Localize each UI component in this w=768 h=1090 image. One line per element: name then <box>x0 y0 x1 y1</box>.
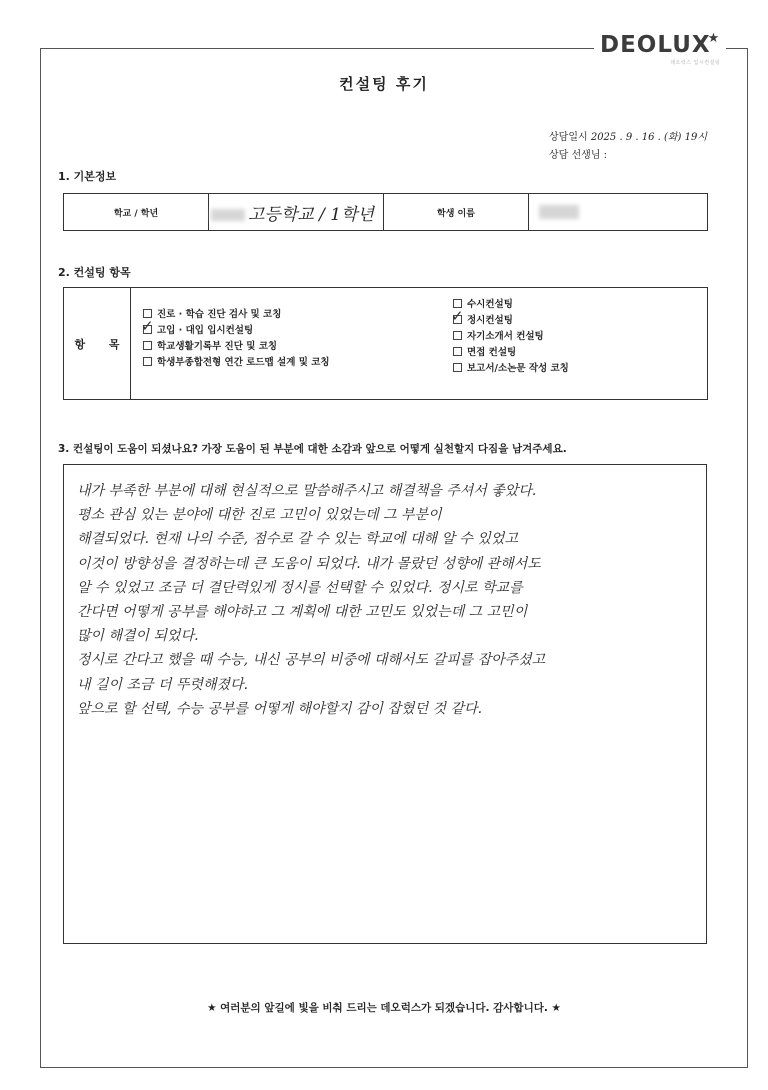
logo-wordmark: DEOLUX <box>600 32 711 58</box>
student-name-label: 학생 이름 <box>384 194 529 231</box>
student-name-cell <box>529 194 708 231</box>
basic-info-table <box>63 193 708 231</box>
checkmark-icon: ✓ <box>141 317 154 335</box>
checkbox-option[interactable] <box>141 317 330 339</box>
options-area <box>131 288 707 399</box>
checkbox-option[interactable] <box>453 345 569 361</box>
option-label: 면접 컨설팅 <box>467 347 517 358</box>
option-label: 고입 · 대입 입시컨설팅 <box>157 325 254 336</box>
right-options <box>453 297 569 377</box>
school-grade-cell <box>209 194 384 231</box>
answer-line: 많이 해결이 되었다. <box>77 628 199 645</box>
section2-heading: 2. 컨설팅 항목 <box>58 266 131 279</box>
teacher-label: 상담 선생님 : <box>549 150 608 161</box>
option-label: 자기소개서 컨설팅 <box>467 331 544 342</box>
option-label: 진로 · 학습 진단 검사 및 코칭 <box>157 309 282 320</box>
feedback-answer-box <box>63 464 707 944</box>
answer-line: 평소 관심 있는 분야에 대한 진로 고민이 있었는데 그 부분이 <box>77 507 442 524</box>
answer-line: 앞으로 할 선택, 수능 공부를 어떻게 해야할지 감이 잡혔던 것 같다. <box>77 700 483 717</box>
checkbox-icon[interactable] <box>143 357 152 366</box>
answer-line: 해결되었다. 현재 나의 수준, 점수로 갈 수 있는 학교에 대해 알 수 있었고 <box>77 531 518 548</box>
left-options <box>143 307 330 371</box>
section1-heading: 1. 기본정보 <box>58 170 117 183</box>
school-grade-value: 고등학교 / 1학년 <box>248 204 374 225</box>
footer-message: ★ 여러분의 앞길에 빛을 비춰 드리는 데오럭스가 되겠습니다. 감사합니다. ★ <box>207 1002 561 1014</box>
answer-line: 알 수 있었고 조금 더 결단력있게 정시를 선택할 수 있었다. 정시로 학교를 <box>77 579 523 596</box>
option-label: 학교생활기록부 진단 및 코칭 <box>157 341 278 352</box>
consult-date-label: 상담일시 <box>549 132 588 143</box>
checkbox-option[interactable] <box>143 355 330 371</box>
checkbox-icon[interactable] <box>453 347 462 356</box>
checkbox-icon[interactable] <box>453 331 462 340</box>
answer-line: 간다면 어떻게 공부를 해야하고 그 계획에 대한 고민도 있었는데 그 고민이 <box>77 603 528 620</box>
handwritten-answer <box>77 479 697 721</box>
school-grade-label: 학교 / 학년 <box>64 194 209 231</box>
answer-line: 내 길이 조금 더 뚜렷해졌다. <box>77 676 249 693</box>
feedback-question: 3. 컨설팅이 도움이 되셨나요? 가장 도움이 된 부분에 대한 소감과 앞으로 어떻게 실천할지 다짐을 남겨주세요. <box>58 443 567 455</box>
option-label: 정시컨설팅 <box>467 315 513 326</box>
consult-info <box>549 129 707 165</box>
option-label: 보고서/소논문 작성 코칭 <box>467 363 569 374</box>
answer-line: 이것이 방향성을 결정하는데 큰 도움이 되었다. 내가 몰랐던 성향에 관해서도 <box>77 555 541 572</box>
checkbox-option[interactable] <box>143 339 330 355</box>
brand-logo <box>594 32 726 66</box>
consulting-items-table <box>63 287 708 400</box>
document-title: 컨설팅 후기 <box>339 75 429 93</box>
logo-star-icon: ★ <box>707 31 721 46</box>
consult-date-value: 2025 . 9 . 16 . (화) 19시 <box>590 132 707 143</box>
checkbox-icon[interactable] <box>453 363 462 372</box>
checkbox-option[interactable] <box>453 329 569 345</box>
checkmark-icon: ✓ <box>451 307 464 325</box>
option-label: 수시컨설팅 <box>467 299 513 310</box>
redacted-school-name <box>211 209 245 221</box>
frame-rule <box>734 48 748 49</box>
redacted-student-name <box>539 205 579 219</box>
answer-line: 내가 부족한 부분에 대해 현실적으로 말씀해주시고 해결책을 주셔서 좋았다. <box>77 483 537 499</box>
items-row-label: 항 목 <box>64 288 131 400</box>
checkbox-icon[interactable] <box>143 341 152 350</box>
checkbox-option[interactable] <box>451 307 569 329</box>
checkbox-option[interactable] <box>453 297 569 313</box>
answer-line: 정시로 간다고 했을 때 수능, 내신 공부의 비중에 대해서도 갈피를 잡아주셨고 <box>77 652 546 669</box>
checkbox-option[interactable] <box>143 307 330 323</box>
checkbox-option[interactable] <box>453 361 569 377</box>
option-label: 학생부종합전형 연간 로드맵 설계 및 코칭 <box>157 357 330 368</box>
logo-subtitle: 데오럭스 입시컨설팅 <box>670 60 721 66</box>
